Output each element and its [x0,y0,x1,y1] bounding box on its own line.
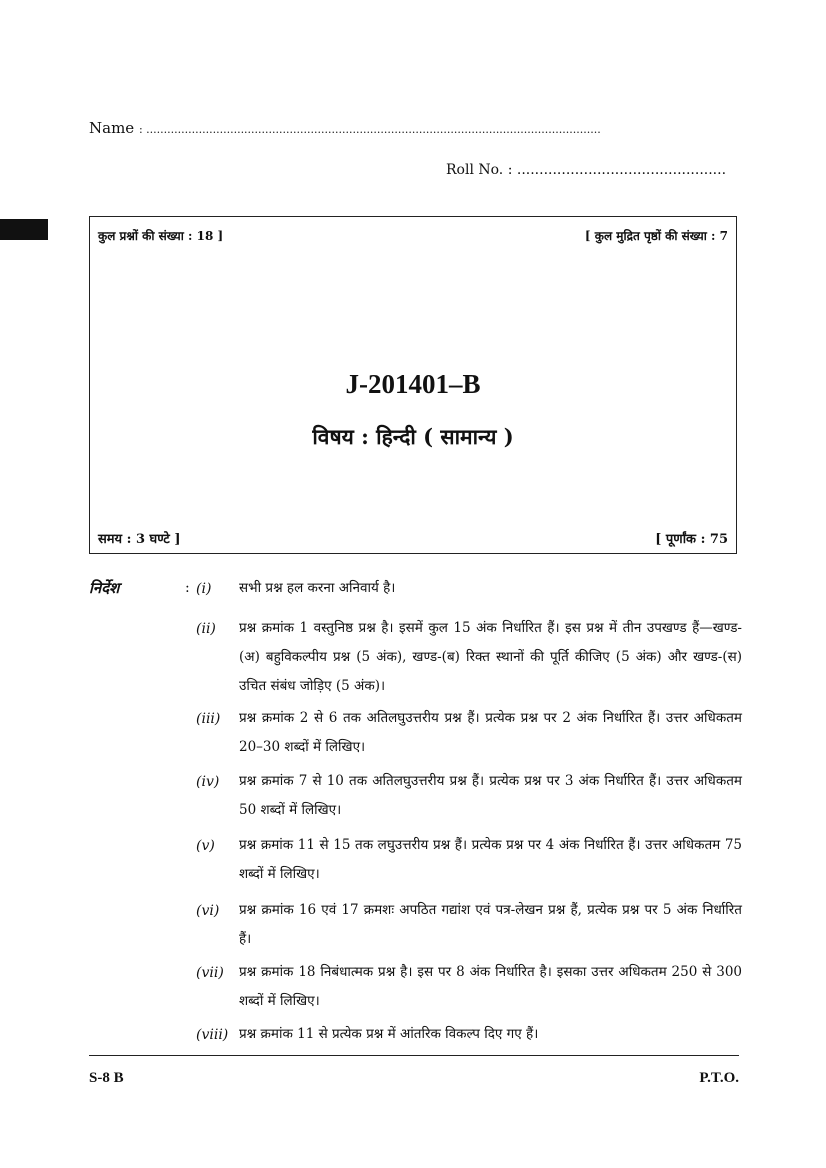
instruction-text: प्रश्न क्रमांक 2 से 6 तक अतिलघुउत्तरीय प्रश्न हैं। प्रत्येक प्रश्न पर 2 अंक निर्धारित हैं। उत्तर अधिकतम 20–30 शब्दों में लिखिए। [239,710,742,755]
instructions-heading: निर्देश [89,579,120,597]
instruction-num: (iii) [196,711,221,727]
instructions-colon: : [185,580,190,596]
max-marks: [ पूर्णांक : 75 [655,532,728,547]
instruction-num: (vi) [196,903,220,919]
instruction-num: (viii) [196,1027,229,1043]
instruction-num: (vii) [196,965,224,981]
printed-pages: [ कुल मुद्रित पृष्ठों की संख्या : 7 [584,229,728,243]
footer-pto: P.T.O. [699,1070,739,1086]
instruction-text: सभी प्रश्न हल करना अनिवार्य है। [239,580,396,596]
paper-info-box [89,216,737,554]
roll-label: Roll No. : ............................................... [446,162,727,178]
instruction-text: प्रश्न क्रमांक 11 से 15 तक लघुउत्तरीय प्रश्न हैं। प्रत्येक प्रश्न पर 4 अंक निर्धारित हैं। उत्तर अधिकतम 75 शब्दों में लिखिए। [239,837,742,882]
total-questions: कुल प्रश्नों की संख्या : 18 ] [98,229,224,243]
registration-mark [0,219,48,240]
instruction-num: (i) [196,581,212,597]
instruction-text: प्रश्न क्रमांक 18 निबंधात्मक प्रश्न है। इस पर 8 अंक निर्धारित है। इसका उत्तर अधिकतम 250 से 300 शब्दों में लिखिए। [239,964,742,1009]
instruction-num: (v) [196,838,215,854]
time-allowed: समय : 3 घण्टे ] [98,532,181,547]
instruction-text: प्रश्न क्रमांक 1 वस्तुनिष्ठ प्रश्न है। इसमें कुल 15 अंक निर्धारित हैं। इस प्रश्न में तीन उपखण्ड हैं—खण्ड-(अ) बहुविकल्पीय प्रश्न (5 अंक), खण्ड-(ब) रिक्त स्थानों की पूर्ति कीजिए (5 अंक) और खण्ड-(स) उचित संबंध जोड़िए (5 अंक)। [239,620,742,694]
name-label: Name [89,119,135,137]
instruction-num: (ii) [196,621,216,637]
instruction-text: प्रश्न क्रमांक 16 एवं 17 क्रमशः अपठित गद्यांश एवं पत्र-लेखन प्रश्न हैं, प्रत्येक प्रश्न पर 5 अंक निर्धारित हैं। [239,902,742,947]
footer-rule [89,1055,739,1056]
instruction-num: (iv) [196,774,220,790]
roll-line [446,160,726,178]
instruction-text: प्रश्न क्रमांक 11 से प्रत्येक प्रश्न में आंतरिक विकल्प दिए गए हैं। [239,1026,539,1042]
footer-code: S-8 B [89,1070,124,1086]
paper-code: J-201401–B [345,369,481,399]
instruction-text: प्रश्न क्रमांक 7 से 10 तक अतिलघुउत्तरीय प्रश्न हैं। प्रत्येक प्रश्न पर 3 अंक निर्धारित हैं। उत्तर अधिकतम 50 शब्दों में लिखिए। [239,773,742,818]
name-line [89,119,601,137]
name-dots: : .................................................................................................................................. [138,123,601,136]
subject-title: विषय : हिन्दी ( सामान्य ) [312,424,514,449]
